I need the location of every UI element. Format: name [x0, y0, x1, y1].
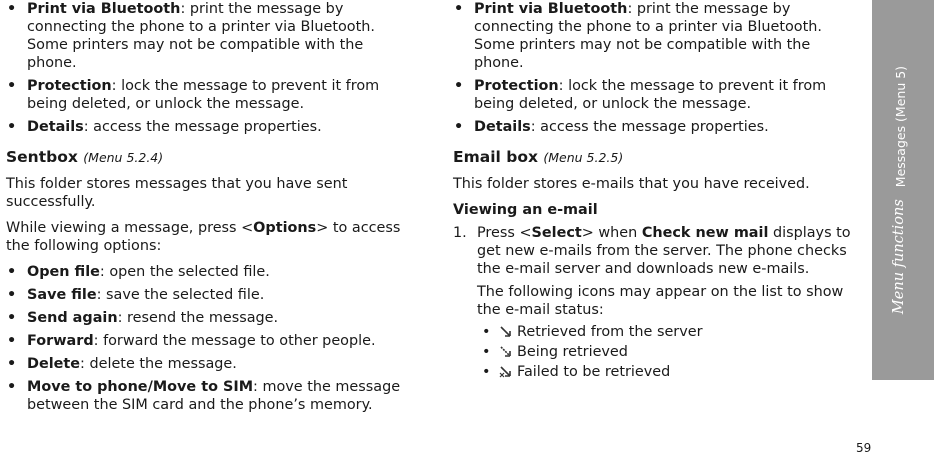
step-1: 1. Press <Select> when Check new mail displays to get new e-mails from the server. The phone checks the e-mail server and downloads new e-mails.	[453, 225, 851, 277]
chapter-side-tab	[872, 0, 934, 380]
status-retrieved: • Retrieved from the server	[453, 323, 855, 341]
sentbox-options-intro: While viewing a message, press <Options> to access the following options:	[6, 220, 401, 254]
viewing-email-heading: Viewing an e-mail	[453, 202, 598, 218]
status-being-retrieved: • Being retrieved	[453, 343, 855, 361]
retrieved-icon	[499, 324, 513, 338]
option-delete: • Delete: delete the message.	[6, 355, 406, 373]
section-heading-email-box: Email box (Menu 5.2.5)	[453, 148, 624, 166]
icons-intro: The following icons may appear on the list to show the e-mail status:	[477, 284, 844, 318]
left-column	[6, 0, 406, 419]
right-column	[453, 0, 855, 383]
section-heading-sentbox: Sentbox (Menu 5.2.4)	[6, 148, 164, 166]
option-move: • Move to phone/Move to SIM: move the message between the SIM card and the phone’s memory.	[6, 378, 406, 414]
page-number: 59	[856, 441, 872, 455]
sentbox-description: This folder stores messages that you have sent successfully.	[6, 176, 348, 210]
bullet-details: • Details: access the message properties.	[6, 118, 406, 136]
option-forward: • Forward: forward the message to other people.	[6, 332, 406, 350]
option-send-again: • Send again: resend the message.	[6, 309, 406, 327]
bullet-print-via-bluetooth: • Print via Bluetooth: print the message by connecting the phone to a printer via Bluetooth. Some printers may not be compatible with the phone.	[6, 0, 406, 72]
chapter-title: Menu functions	[891, 199, 907, 315]
retrieving-icon	[499, 344, 513, 358]
email-box-description: This folder stores e-mails that you have received.	[453, 176, 810, 192]
failed-icon	[499, 364, 513, 378]
bullet-print-via-bluetooth: • Print via Bluetooth: print the message by connecting the phone to a printer via Bluetooth. Some printers may not be compatible with the phone.	[453, 0, 855, 72]
status-failed: • Failed to be retrieved	[453, 363, 855, 381]
bullet-protection: • Protection: lock the message to prevent it from being deleted, or unlock the message.	[453, 77, 855, 113]
chapter-section: Messages (Menu 5)	[893, 65, 908, 188]
option-save-file: • Save file: save the selected file.	[6, 286, 406, 304]
bullet-details: • Details: access the message properties.	[453, 118, 855, 136]
option-open-file: • Open file: open the selected file.	[6, 263, 406, 281]
bullet-protection: • Protection: lock the message to prevent it from being deleted, or unlock the message.	[6, 77, 406, 113]
